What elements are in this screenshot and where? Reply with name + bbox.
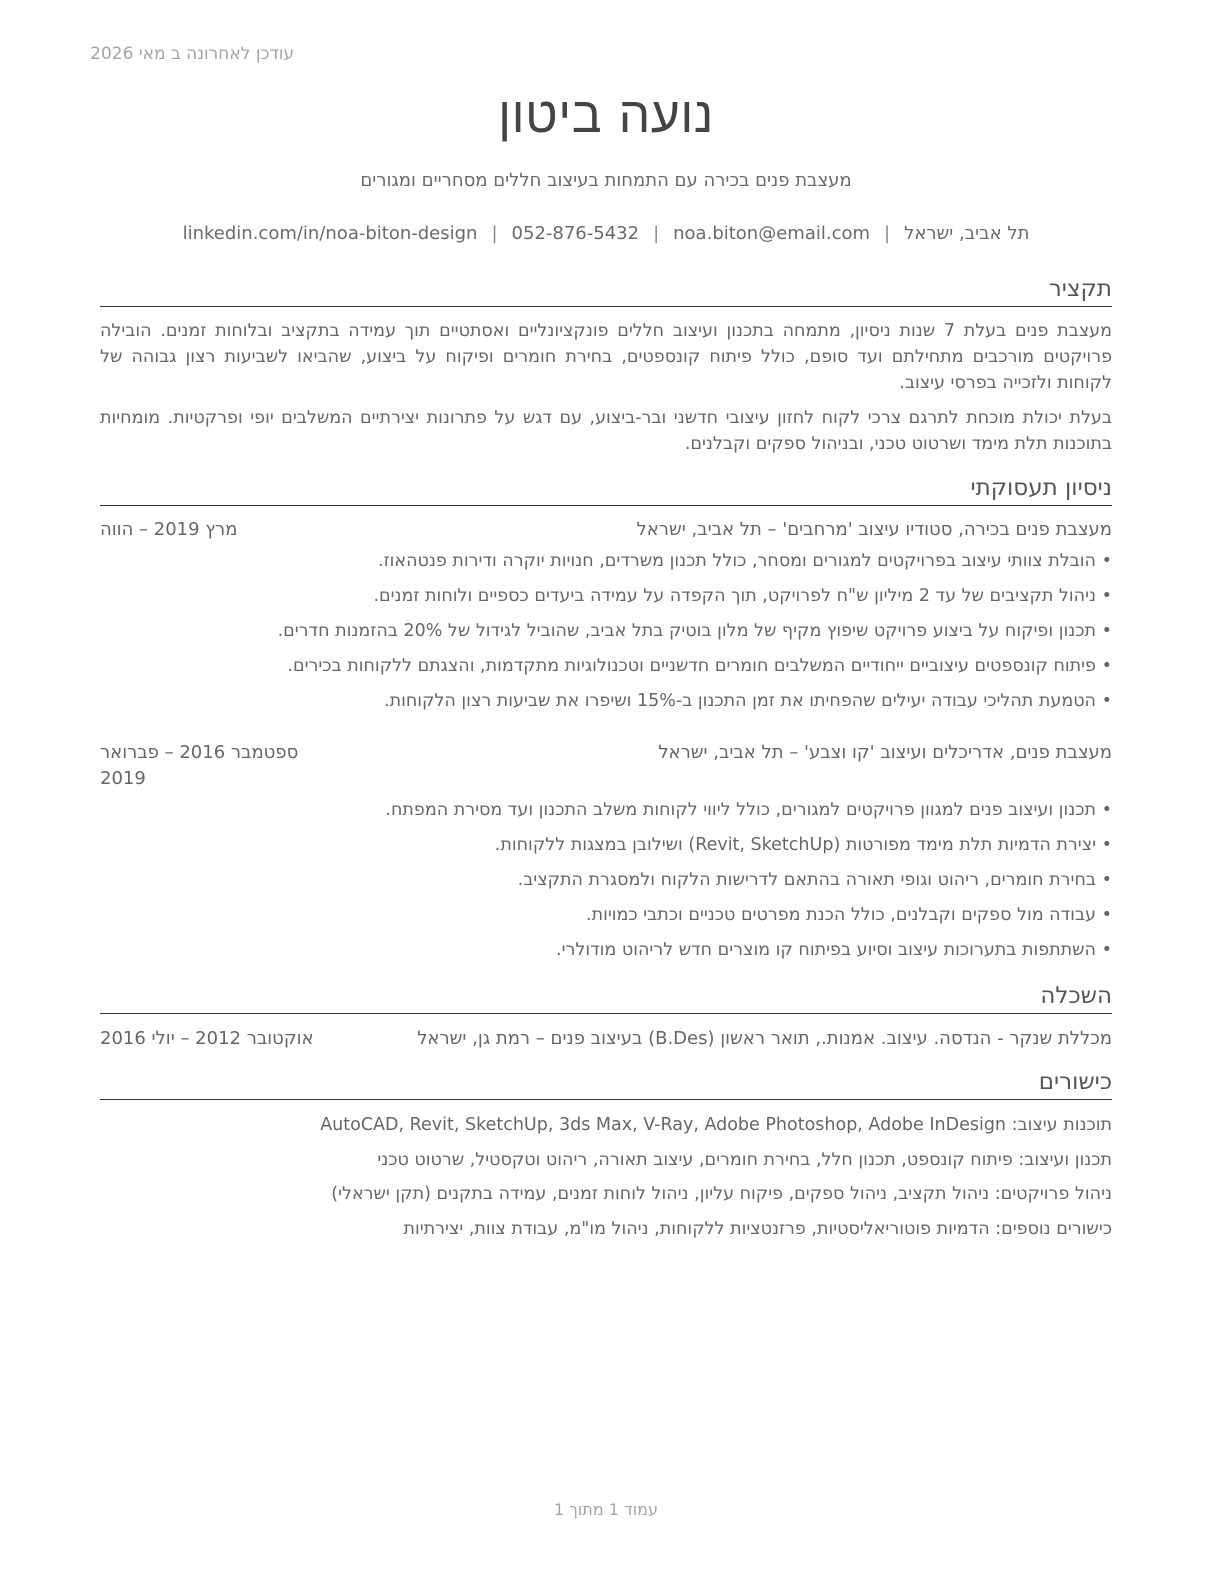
candidate-name: נועה ביטון: [498, 86, 714, 144]
job-bullet: • ניהול תקציבים של עד 2 מיליון ש"ח לפרויקט, תוך הקפדה על עמידה ביעדים כספיים ולוחות זמנים.: [212, 581, 1112, 616]
job-bullet: • הטמעת תהליכי עבודה יעילים שהפחיתו את זמן התכנון ב-15% ושיפרו את שביעות רצון הלקוחות.: [212, 686, 1112, 721]
contact-location: תל אביב, ישראל: [904, 223, 1030, 244]
contact-separator: |: [491, 223, 498, 244]
job-bullet: • יצירת הדמיות תלת מימד מפורטות (Revit, SketchUp) ושילובן במצגות ללקוחות.: [212, 830, 1112, 865]
job-role: מעצבת פנים, אדריכלים ועיצוב 'קו וצבע' – תל אביב, ישראל: [658, 742, 1112, 763]
contact-separator: |: [884, 223, 891, 244]
experience-heading: ניסיון תעסוקתי: [100, 473, 1112, 506]
contact-linkedin[interactable]: linkedin.com/in/noa-biton-design: [182, 223, 478, 244]
job-bullet: • הובלת צוותי עיצוב בפרויקטים למגורים ומסחר, כולל תכנון משרדים, חנויות יוקרה ודירות פנטהאוז.: [212, 546, 1112, 581]
job-bullet: • תכנון ופיקוח על ביצוע פרויקט שיפוץ מקיף של מלון בוטיק בתל אביב, שהוביל לגידול של 20% בהזמנות חדרים.: [212, 616, 1112, 651]
last-updated: עודכן לאחרונה ב מאי 2026: [90, 44, 294, 64]
summary-paragraph: מעצבת פנים בעלת 7 שנות ניסיון, מתמחה בתכנון ועיצוב חללים פונקציונליים ואסתטיים תוך עמידה בתקציב ובלוחות זמנים. הובילה פרויקטים מורכבים מתחילתם ועד סופם, כולל פיתוח קונספטים, בחירת חומרים ופיקוח על ביצוע, שהביאו לשביעות רצון גבוהה של לקוחות ולזכייה בפרסי עיצוב.: [100, 321, 1113, 393]
education-dates: אוקטובר 2012 – יולי 2016: [100, 1028, 314, 1049]
job-dates: ספטמבר 2016 – פברואר 2019: [100, 742, 299, 789]
job-bullet: • עבודה מול ספקים וקבלנים, כולל הכנת מפרטים טכניים וכתבי כמויות.: [212, 900, 1112, 935]
resume-page: [90, 0, 1113, 1584]
summary-heading: תקציר: [100, 274, 1112, 307]
job-bullet: • תכנון ועיצוב פנים למגוון פרויקטים למגורים, כולל ליווי לקוחות משלב התכנון ועד מסירת המפתח.: [212, 795, 1112, 830]
skills-list: [100, 1110, 1112, 1248]
contact-email[interactable]: noa.biton@email.com: [673, 223, 871, 244]
skills-item: תכנון ועיצוב: פיתוח קונספט, תכנון חלל, בחירת חומרים, עיצוב תאורה, ריהוט וטקסטיל, שרטוט טכני: [377, 1149, 1112, 1170]
job-role: מעצבת פנים בכירה, סטודיו עיצוב 'מרחבים' – תל אביב, ישראל: [636, 519, 1112, 540]
summary-paragraph: בעלת יכולת מוכחת לתרגם צרכי לקוח לחזון עיצובי חדשני ובר-ביצוע, עם דגש על פתרונות יצירתיים המשלבים יופי ופרקטיות. מומחיות בתוכנות תלת מימד ושרטוט טכני, ובניהול ספקים וקבלנים.: [100, 408, 1112, 454]
contact-separator: |: [653, 223, 660, 244]
contact-phone[interactable]: 052-876-5432: [511, 223, 640, 244]
job-bullet: • פיתוח קונספטים עיצוביים ייחודיים המשלבים חומרים חדשניים וטכנולוגיות מתקדמות, והצגתם ללקוחות בכירים.: [212, 651, 1112, 686]
contact-line: [100, 223, 1112, 244]
job-dates: מרץ 2019 – הווה: [100, 519, 238, 540]
job-bullets: [212, 795, 1112, 970]
job-bullet: • בחירת חומרים, ריהוט וגופי תאורה בהתאם לדרישות הלקוח ולמסגרת התקציב.: [212, 865, 1112, 900]
job-bullets: [212, 546, 1112, 721]
page-number: עמוד 1 מתוך 1: [554, 1500, 658, 1519]
skills-item: כישורים נוספים: הדמיות פוטוריאליסטיות, פרזנטציות ללקוחות, ניהול מו"מ, עבודת צוות, יצירתיות: [403, 1218, 1112, 1239]
education-school: מכללת שנקר - הנדסה. עיצוב. אמנות., תואר ראשון (B.Des) בעיצוב פנים – רמת גן, ישראל: [417, 1028, 1112, 1049]
tagline: מעצבת פנים בכירה עם התמחות בעיצוב חללים מסחריים ומגורים: [360, 170, 852, 191]
skills-item: תוכנות עיצוב: AutoCAD, Revit, SketchUp, 3ds Max, V-Ray, Adobe Photoshop, Adobe InDesign: [320, 1115, 1112, 1135]
skills-item: ניהול פרויקטים: ניהול תקציב, ניהול ספקים, פיקוח עליון, ניהול לוחות זמנים, עמידה בתקנים (תקן ישראלי): [331, 1184, 1112, 1204]
education-heading: השכלה: [100, 981, 1112, 1014]
job-bullet: • השתתפות בתערוכות עיצוב וסיוע בפיתוח קו מוצרים חדש לריהוט מודולרי.: [212, 935, 1112, 970]
skills-heading: כישורים: [100, 1067, 1112, 1100]
